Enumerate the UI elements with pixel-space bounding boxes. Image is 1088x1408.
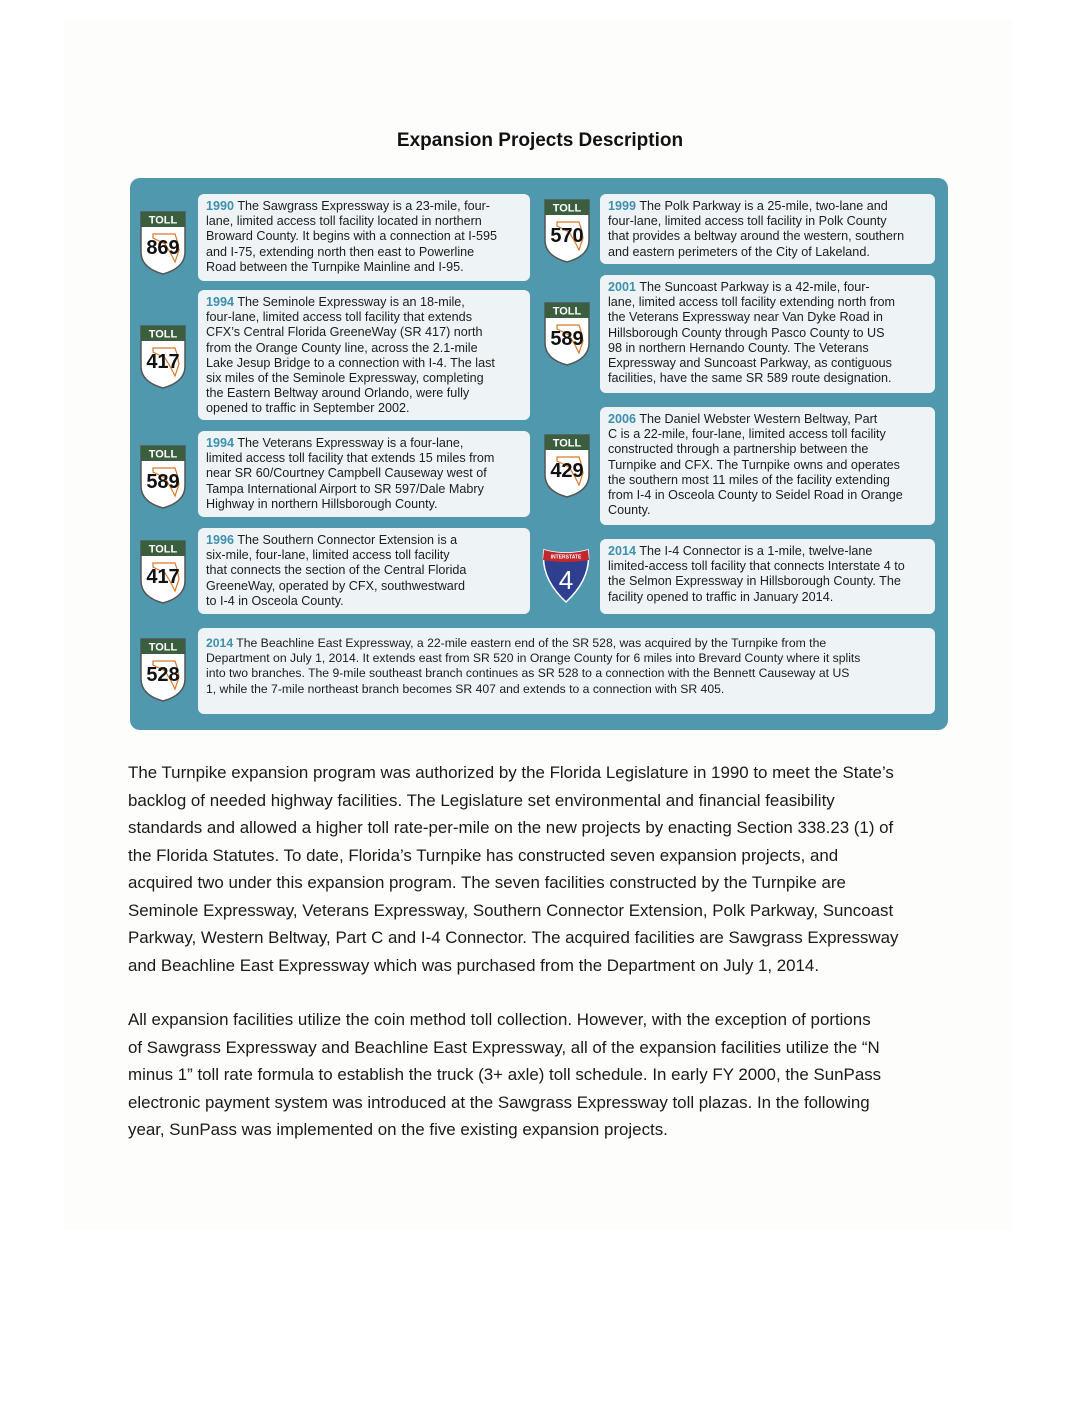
project-year: 1999 [608,199,637,213]
project-text-line: near SR 60/Courtney Campbell Causeway west of [206,466,487,481]
paragraph-line: All expansion facilities utilize the coin method toll collection. However, with the exception of portions [128,1010,871,1029]
project-card-seminole [198,290,530,420]
interstate-4-shield-icon [540,548,592,604]
project-text-line: Lake Jesup Bridge to a connection with I-4. The last [206,355,495,370]
project-text-line: to I-4 in Osceola County. [206,593,344,608]
project-text-line: and eastern perimeters of the City of Lakeland. [608,244,870,259]
project-text-line: The Veterans Expressway is a four-lane, [237,436,464,450]
project-card-polk [600,194,935,264]
project-text-line: from the Orange County line, across the 2.1-mile [206,340,478,355]
paragraph-line: minus 1” toll rate formula to establish the truck (3+ axle) toll schedule. In early FY 2000, the SunPass [128,1065,882,1084]
toll-shield-429-icon [543,433,591,499]
shield-toll-label: TOLL [552,437,582,450]
project-text-line: 1, while the 7-mile northeast branch becomes SR 407 and extends to a connection with SR 405. [206,681,725,696]
project-text-line: and I-75, extending north then east to Powerline [206,244,475,259]
project-text-line: that connects the section of the Central Florida [206,563,467,578]
paragraph-line: backlog of needed highway facilities. The Legislature set environmental and financial feasibility [128,790,835,810]
project-card-western-beltway [600,407,935,525]
paragraph-line: year, SunPass was implemented on the five existing expansion projects. [128,1120,668,1139]
project-text-line: limited-access toll facility that connects Interstate 4 to [608,559,905,574]
paragraph-line: standards and allowed a higher toll rate-per-mile on the new projects by enacting Section 338.23 (1) of [128,818,894,837]
shield-route-number: 4 [558,565,574,595]
project-text-line: Highway in northern Hillsborough County. [206,496,438,511]
project-text-line: the Veterans Expressway near Van Dyke Road in [608,310,883,325]
project-text-line: The Seminole Expressway is an 18-mile, [237,295,465,309]
project-card-southern-connector [198,528,530,614]
project-card-i4-connector [600,539,935,614]
project-year: 2006 [608,412,637,426]
projects-panel [130,178,948,730]
shield-toll-label: TOLL [148,328,178,341]
shield-route-number: 570 [550,225,584,247]
project-text-line: from I-4 in Osceola County to Seidel Road in Orange [608,488,903,503]
project-text-line: opened to traffic in September 2002. [206,401,410,416]
project-text-line: The Daniel Webster Western Beltway, Part [639,412,878,426]
project-text-line: Expressway and Suncoast Parkway, as contiguous [608,356,892,371]
shield-route-number: 589 [146,471,180,493]
project-year: 1994 [206,295,235,309]
project-text-line: GreeneWay, operated by CFX, southwestward [206,578,465,593]
shield-route-number: 589 [550,328,584,350]
project-text-line: C is a 22-mile, four-lane, limited access toll facility [608,427,886,442]
project-text-line: the southern most 11 miles of the facility extending [608,472,890,487]
project-text-line: The Southern Connector Extension is a [237,533,458,547]
shield-toll-label: TOLL [552,202,582,215]
paragraph-line: The Turnpike expansion program was authorized by the Florida Legislature in 1990 to meet the State’s [128,763,894,782]
shield-route-number: 869 [146,237,180,259]
shield-interstate-label: INTERSTATE [550,554,582,561]
toll-shield-589-icon [543,301,591,367]
project-text-line: facility opened to traffic in January 2014. [608,589,834,604]
project-text-line: six-mile, four-lane, limited access toll facility [206,548,450,563]
paragraph-line: Parkway, Western Beltway, Part C and I-4 Connector. The acquired facilities are Sawgrass Expressway [128,928,899,947]
paragraph-line: the Florida Statutes. To date, Florida’s Turnpike has constructed seven expansion projects, and [128,845,839,865]
project-text-line: constructed through a partnership between the [608,442,869,457]
shield-toll-label: TOLL [552,305,582,318]
project-text-line: The Beachline East Expressway, a 22-mile eastern end of the SR 528, was acquired by the Turnpike from the [236,636,827,650]
shield-route-number: 528 [146,664,180,686]
toll-shield-869-icon [139,210,187,276]
toll-shield-417-icon [139,324,187,390]
body-paragraph-toll-collection [128,1006,958,1144]
project-card-suncoast [600,275,935,393]
paragraph-line: acquired two under this expansion program. The seven facilities constructed by the Turnpike are [128,873,846,892]
project-text-line: the Eastern Beltway around Orlando, were fully [206,386,470,401]
project-text-line: four-lane, limited access toll facility in Polk County [608,214,887,229]
toll-shield-570-icon [543,198,591,264]
shield-toll-label: TOLL [148,448,178,461]
toll-shield-589-icon [139,444,187,510]
project-year: 2014 [206,636,234,650]
paragraph-line: Seminole Expressway, Veterans Expressway, Southern Connector Extension, Polk Parkway, Suncoast [128,900,894,920]
project-text-line: that provides a beltway around the western, southern [608,229,905,244]
project-year: 1996 [206,533,235,547]
shield-toll-label: TOLL [148,641,178,654]
shield-toll-label: TOLL [148,214,178,227]
project-year: 1990 [206,199,235,213]
paragraph-line: of Sawgrass Expressway and Beachline East Expressway, all of the expansion facilities utilize the “N [128,1037,880,1057]
project-card-veterans [198,431,530,517]
toll-shield-528-icon [139,637,187,703]
project-card-sawgrass [198,194,530,281]
project-text-line: into two branches. The 9-mile southeast branch continues as SR 528 to a connection with the Bennett Causeway at US [206,666,850,681]
project-text-line: The I-4 Connector is a 1-mile, twelve-lane [639,544,873,558]
project-text-line: 98 in northern Hernando County. The Veterans [608,340,869,355]
paragraph-line: and Beachline East Expressway which was purchased from the Department on July 1, 2014. [128,955,820,975]
project-text-line: Road between the Turnpike Mainline and I-95. [206,259,464,274]
project-text-line: lane, limited access toll facility located in northern [206,214,482,229]
project-text-line: CFX’s Central Florida GreeneWay (SR 417) north [206,325,483,340]
page-title: Expansion Projects Description [396,130,684,151]
project-text-line: County. [608,503,651,518]
project-text-line: lane, limited access toll facility extending north from [608,295,895,310]
project-text-line: Tampa International Airport to SR 597/Dale Mabry [206,481,484,496]
project-text-line: The Polk Parkway is a 25-mile, two-lane and [639,199,888,213]
shield-toll-label: TOLL [148,543,178,556]
project-text-line: four-lane, limited access toll facility that extends [206,310,472,325]
paragraph-line: electronic payment system was introduced at the Sawgrass Expressway toll plazas. In the following [128,1092,870,1112]
project-text-line: Department on July 1, 2014. It extends east from SR 520 in Orange County for 6 miles into Brevard County where it splits [206,651,861,666]
project-text-line: six miles of the Seminole Expressway, completing [206,371,484,386]
project-text-line: Turnpike and CFX. The Turnpike owns and operates [608,457,900,472]
project-year: 1994 [206,436,235,450]
project-text-line: Hillsborough County through Pasco County to US [608,325,885,340]
project-year: 2014 [608,544,637,558]
project-text-line: Broward County. It begins with a connection at I-595 [206,229,497,244]
body-paragraph-program [128,759,958,979]
project-text-line: the Selmon Expressway in Hillsborough County. The [608,574,901,589]
project-text-line: limited access toll facility that extends 15 miles from [206,451,495,466]
project-year: 2001 [608,280,637,294]
project-text-line: facilities, have the same SR 589 route designation. [608,371,892,386]
project-text-line: The Suncoast Parkway is a 42-mile, four- [639,280,870,294]
project-text-line: The Sawgrass Expressway is a 23-mile, four- [237,199,490,213]
toll-shield-417-icon [139,539,187,605]
project-card-beachline [198,628,935,714]
shield-route-number: 429 [550,460,584,482]
shield-route-number: 417 [146,351,180,373]
shield-route-number: 417 [146,566,180,588]
